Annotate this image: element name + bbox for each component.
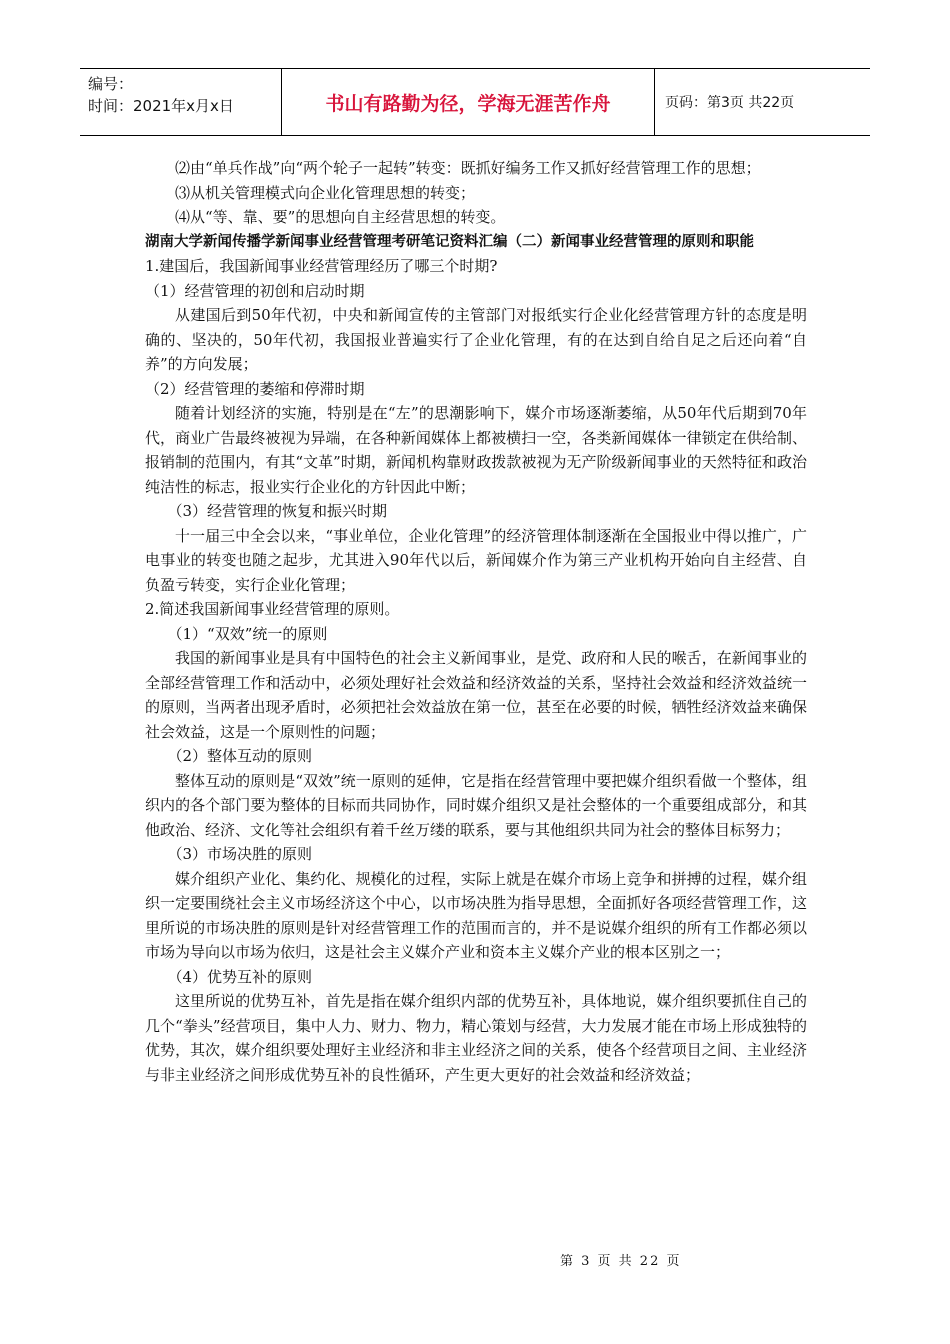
header-motto: 书山有路勤为径，学海无涯苦作舟 (282, 69, 655, 135)
paragraph: 从建国后到50年代初，中央和新闻宣传的主管部门对报纸实行企业化经营管理方针的态度是明确的、坚决的，50年代初，我国报业普遍实行了企业化管理，有的在达到自给自足之后还向着“自养”的方向发展； (145, 306, 807, 373)
paragraph: 媒介组织产业化、集约化、规模化的过程，实际上就是在媒介市场上竞争和拼搏的过程，媒介组织一定要围绕社会主义市场经济这个中心，以市场决胜为指导思想，全面抓好各项经营管理工作，这里所说的市场决胜的原则是针对经营管理工作的范围而言的，并不是说媒介组织的所有工作都必须以市场为导向以市场为依归，这是社会主义媒介产业和资本主义媒介产业的根本区别之一； (145, 869, 807, 961)
paragraph: 随着计划经济的实施，特别是在“左”的思潮影响下，媒介市场逐渐萎缩，从50年代后期到70年代，商业广告最终被视为异端，在各种新闻媒体上都被横扫一空，各类新闻媒体一律锁定在供给制、报销制的范围内，有其“文革”时期，新闻机构靠财政拨款被视为无产阶级新闻事业的天然特征和政治纯洁性的标志，报业实行企业化的方针因此中断； (145, 404, 807, 496)
paragraph: 1.建国后，我国新闻事业经营管理经历了哪三个时期? (145, 257, 498, 275)
paragraph: 2.简述我国新闻事业经营管理的原则。 (145, 600, 400, 618)
paragraph: （1）“双效”统一的原则 (167, 624, 328, 643)
paragraph: （1）经营管理的初创和启动时期 (145, 281, 365, 300)
paragraph: 这里所说的优势互补，首先是指在媒介组织内部的优势互补，具体地说，媒介组织要抓住自己的几个“拳头”经营项目，集中人力、财力、物力，精心策划与经营，大力发展才能在市场上形成独特的优势，其次，媒介组织要处理好主业经济和非主业经济之间的关系，使各个经营项目之间、主业经济与非主业经济之间形成优势互补的良性循环，产生更大更好的社会效益和经济效益； (145, 992, 807, 1084)
page-footer: 第 3 页 共 22 页 (560, 1254, 682, 1269)
paragraph: 整体互动的原则是“双效”统一原则的延伸，它是指在经营管理中要把媒介组织看做一个整体，组织内的各个部门要为整体的目标而共同协作，同时媒介组织又是社会整体的一个重要组成部分，和其他政治、经济、文化等社会组织有着千丝万缕的联系，要与其他组织共同为社会的整体目标努力； (145, 771, 807, 839)
paragraph: ⑷从“等、靠、要”的思想向自主经营思想的转变。 (175, 208, 506, 226)
time-label: 时间：2021年x月x日 (88, 97, 234, 115)
paragraph: 十一届三中全会以来，“事业单位，企业化管理”的经济管理体制逐渐在全国报业中得以推广，广电事业的转变也随之起步，尤其进入90年代以后，新闻媒介作为第三产业机构开始向自主经营、自负盈亏转变，实行企业化管理； (145, 526, 807, 594)
header-meta (80, 69, 282, 135)
page-header (80, 68, 870, 136)
paragraph: （3）经营管理的恢复和振兴时期 (167, 502, 388, 520)
paragraph: 我国的新闻事业是具有中国特色的社会主义新闻事业，是党、政府和人民的喉舌，在新闻事业的全部经营管理工作和活动中，必须处理好社会效益和经济效益的关系，坚持社会效益和经济效益统一的原则，当两者出现矛盾时，必须把社会效益放在第一位，甚至在必要的时候，牺牲经济效益来确保社会效益，这是一个原则性的问题； (145, 649, 807, 741)
paragraph: （4）优势互补的原则 (167, 967, 313, 986)
section-heading: 湖南大学新闻传播学新闻事业经营管理考研笔记资料汇编（二）新闻事业经营管理的原则和职能 (145, 233, 754, 250)
serial-label: 编号： (88, 75, 134, 93)
paragraph: （3）市场决胜的原则 (167, 845, 313, 863)
paragraph: （2）经营管理的萎缩和停滞时期 (145, 379, 365, 398)
header-page-label: 页码：第3页 共22页 (665, 95, 795, 111)
paragraph: ⑶从机关管理模式向企业化管理思想的转变； (175, 183, 476, 202)
paragraph: ⑵由“单兵作战”向“两个轮子一起转”转变：既抓好编务工作又抓好经营管理工作的思想； (175, 159, 761, 177)
document-body (145, 156, 807, 1087)
paragraph: （2）整体互动的原则 (167, 747, 313, 765)
